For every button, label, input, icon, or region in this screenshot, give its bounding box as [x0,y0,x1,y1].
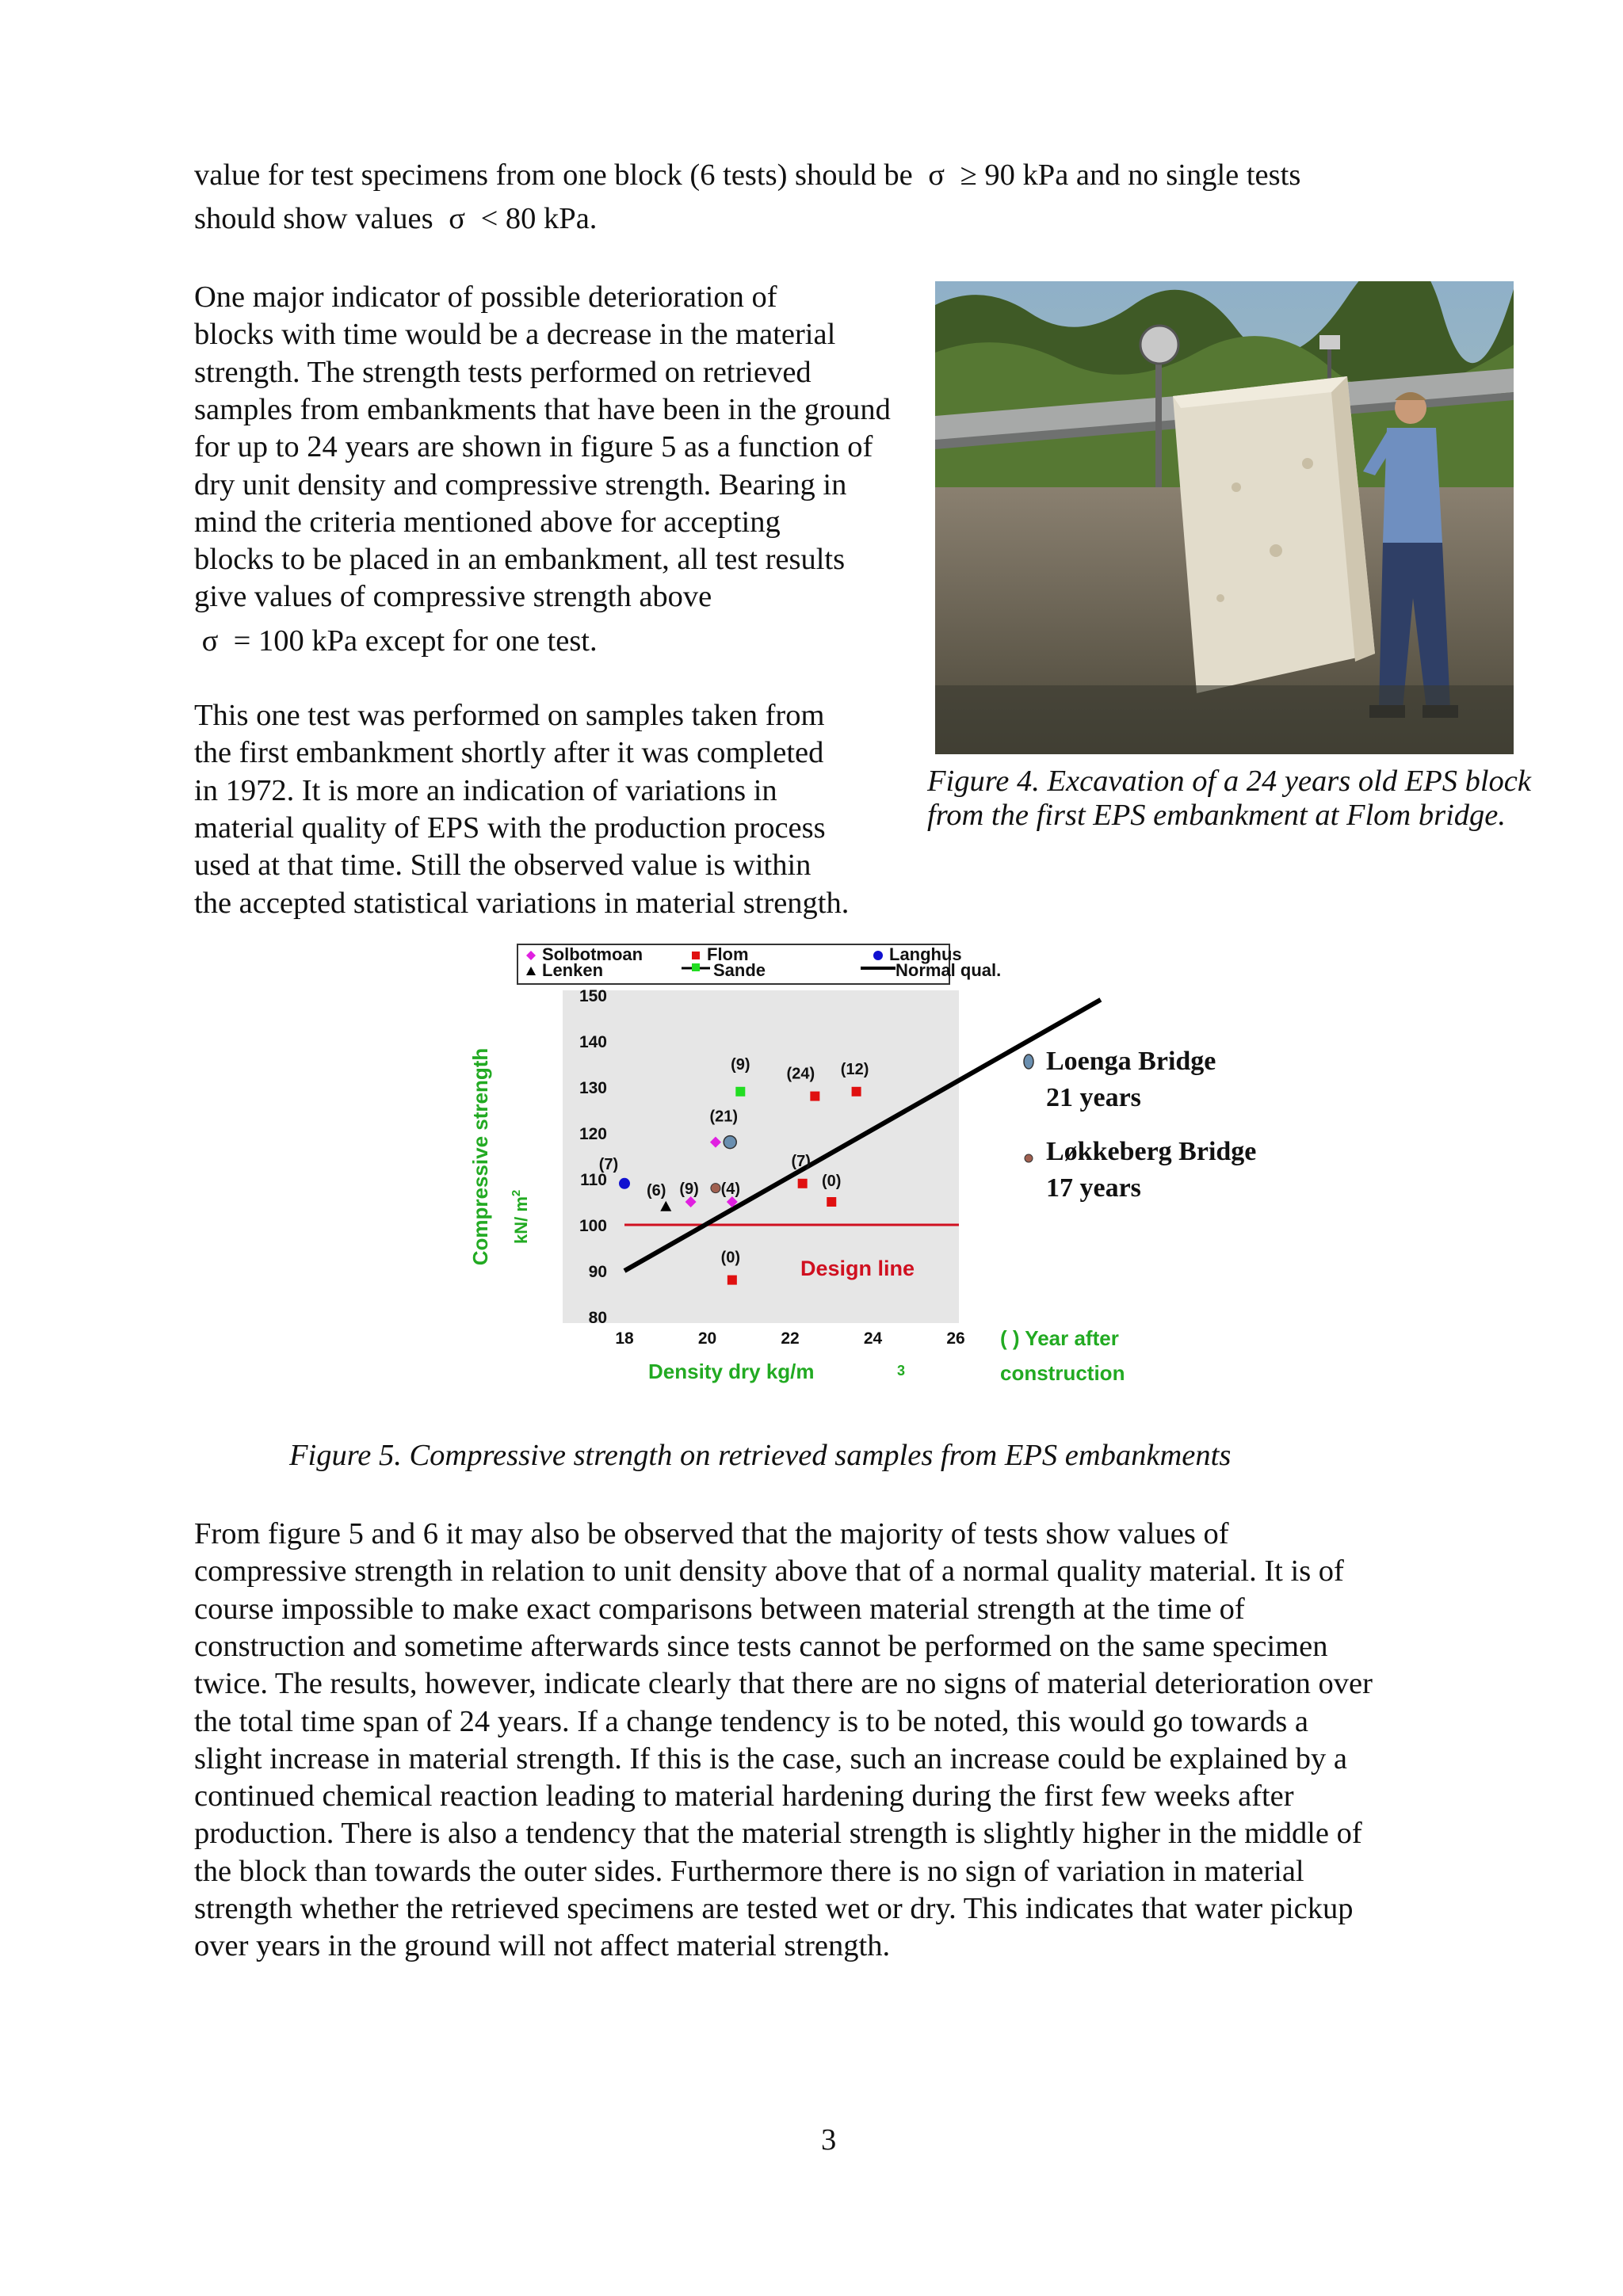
data-point-label: (9) [731,1055,750,1074]
data-point-langhus [619,1178,630,1189]
lokkeberg-years-label: 17 years [1046,1173,1141,1203]
data-point-label: (24) [786,1065,815,1083]
top-paragraph-line-1 [194,157,1300,194]
y-axis-unit [510,1190,531,1244]
data-point-label: (21) [709,1108,739,1126]
sigma-symbol: σ [449,202,465,235]
legend-label: Normal qual. [896,960,1002,980]
lokkeberg-marker [1025,1154,1033,1162]
figure4-caption-line: from the first EPS embankment at Flom bridge. [927,799,1506,832]
figure4-caption-line: Figure 4. Excavation of a 24 years old EPS block [927,765,1531,798]
data-point-label: (7) [598,1155,619,1173]
data-point-flom [810,1092,819,1101]
bottom-paragraph-line: From figure 5 and 6 it may also be observed that the majority of tests show values of [194,1517,1229,1550]
x-axis-label: Density dry kg/m [648,1360,815,1383]
y-tick-label: 90 [588,1263,607,1281]
data-point-label: (6) [647,1181,666,1199]
bottom-paragraph-line: construction and sometime afterwards since tests cannot be performed on the same specimen [194,1629,1328,1663]
data-point-label: (0) [822,1173,842,1190]
legend-label: Sande [713,960,766,980]
data-point-label: (4) [720,1180,741,1198]
data-point-label: (12) [840,1060,869,1078]
left-paragraph-2-line: in 1972. It is more an indication of variations in [194,773,777,807]
bottom-paragraph-line: compressive strength in relation to unit density above that of a normal quality material. It is of [194,1554,1344,1589]
y-tick-label: 130 [579,1079,607,1097]
data-point-label: (9) [679,1180,699,1198]
data-point-flom [827,1197,836,1207]
top-line2-text-b: < 80 kPa. [480,202,598,235]
x-tick-label: 24 [863,1329,883,1348]
bottom-paragraph-line: over years in the ground will not affect material strength. [194,1929,891,1963]
left-paragraph-1-line: samples from embankments that have been in the ground [194,392,891,426]
top-paragraph-line-2 [194,200,597,238]
left-paragraph-1-line: One major indicator of possible deterioration of [194,280,777,314]
data-point-label: (7) [791,1152,811,1170]
loenga-years-label: 21 years [1046,1083,1141,1112]
legend-label: Lenken [542,960,604,980]
top-line1-text-a: value for test specimens from one block (6 tests) should be [194,158,913,192]
x-tick-label: 26 [946,1329,965,1348]
legend-marker-square [692,963,700,971]
left-paragraph-1-line: blocks with time would be a decrease in the material [194,318,836,352]
legend-marker-square [692,952,700,959]
y-tick-label: 150 [579,987,607,1005]
left-paragraph-1-line: blocks to be placed in an embankment, all test results [194,543,846,577]
left-paragraph-2-line: material quality of EPS with the production process [194,810,826,845]
y-axis-unit-text: kN/ m [511,1196,531,1244]
data-point-sande [735,1087,745,1097]
left-paragraph-2-line: the accepted statistical variations in material strength. [194,886,850,920]
left-paragraph-1-line: strength. The strength tests performed on retrieved [194,355,812,389]
data-point-label: (0) [720,1249,741,1267]
y-tick-label: 110 [580,1171,607,1189]
bottom-paragraph-line: production. There is also a tendency that the material strength is slightly higher in the middle of [194,1817,1362,1851]
data-point-flom [798,1179,808,1188]
last-line-text: = 100 kPa except for one test. [233,624,598,658]
y-tick-label: 120 [579,1125,607,1143]
left-paragraph-2-line: the first embankment shortly after it was completed [194,736,824,770]
bottom-paragraph-line: the block than towards the outer sides. Furthermore there is no sign of variation in material [194,1854,1304,1888]
loenga-bridge-label: Loenga Bridge [1046,1047,1216,1076]
data-point-loenga [724,1136,736,1149]
data-point-flom [852,1087,861,1097]
left-paragraph-2-line: This one test was performed on samples taken from [194,699,825,732]
compressive-strength-chart [372,935,1339,1410]
y-axis-unit-sup: 2 [510,1189,523,1197]
y-tick-label: 140 [579,1033,607,1051]
left-paragraph-1-line: dry unit density and compressive strength. Bearing in [194,467,847,502]
y-axis-label: Compressive strength [468,1047,492,1266]
left-paragraph-2-line: used at that time. Still the observed value is within [194,849,812,883]
y-tick-label: 100 [579,1217,607,1235]
loenga-marker [1024,1055,1033,1069]
bottom-paragraph-line: the total time span of 24 years. If a change tendency is to be noted, this would go towards a [194,1704,1308,1738]
legend-marker-circle [873,951,883,960]
lokkeberg-bridge-label: Løkkeberg Bridge [1046,1137,1257,1166]
legend-label: Langhus [889,944,962,964]
figure-5-caption: Figure 5. Compressive strength on retrieved samples from EPS embankments [289,1439,1232,1472]
left-paragraph-1-line: mind the criteria mentioned above for accepting [194,505,781,539]
x-axis-label-sup: 3 [897,1363,906,1379]
left-paragraph-1-line: for up to 24 years are shown in figure 5 as a function of [194,430,873,464]
x-tick-label: 20 [697,1329,717,1348]
legend-label: Solbotmoan [542,944,643,964]
bottom-paragraph-line: course impossible to make exact comparisons between material strength at the time of [194,1592,1245,1626]
year-note-line-2: construction [1000,1361,1125,1385]
left-paragraph-1-line: give values of compressive strength above [194,580,712,614]
year-note-line-1: ( ) Year after [1000,1326,1119,1350]
legend-label: Flom [707,944,749,964]
bottom-paragraph-line: strength whether the retrieved specimens are tested wet or dry. This indicates that water pickup [194,1892,1354,1925]
design-line-label: Design line [800,1257,915,1280]
eps-block-photo [935,281,1514,754]
y-tick-label: 80 [588,1309,607,1327]
x-tick-label: 18 [615,1329,634,1348]
page-number: 3 [821,2123,837,2157]
sigma-symbol: σ [201,624,219,658]
top-line2-text-a: should show values [194,202,433,235]
sigma-symbol: σ [928,158,945,192]
x-tick-label: 22 [781,1329,800,1348]
data-point-lokkeberg [711,1184,720,1193]
left-paragraph-1-last-line [194,623,598,660]
bottom-paragraph-line: slight increase in material strength. If this is the case, such an increase could be explained by a [194,1741,1348,1775]
data-point-flom [727,1276,737,1285]
bottom-paragraph-line: continued chemical reaction leading to material hardening during the first few weeks after [194,1779,1294,1814]
top-line1-text-b: ≥ 90 kPa and no single tests [960,158,1301,192]
bottom-paragraph-line: twice. The results, however, indicate clearly that there are no signs of material deterioration over [194,1667,1373,1701]
